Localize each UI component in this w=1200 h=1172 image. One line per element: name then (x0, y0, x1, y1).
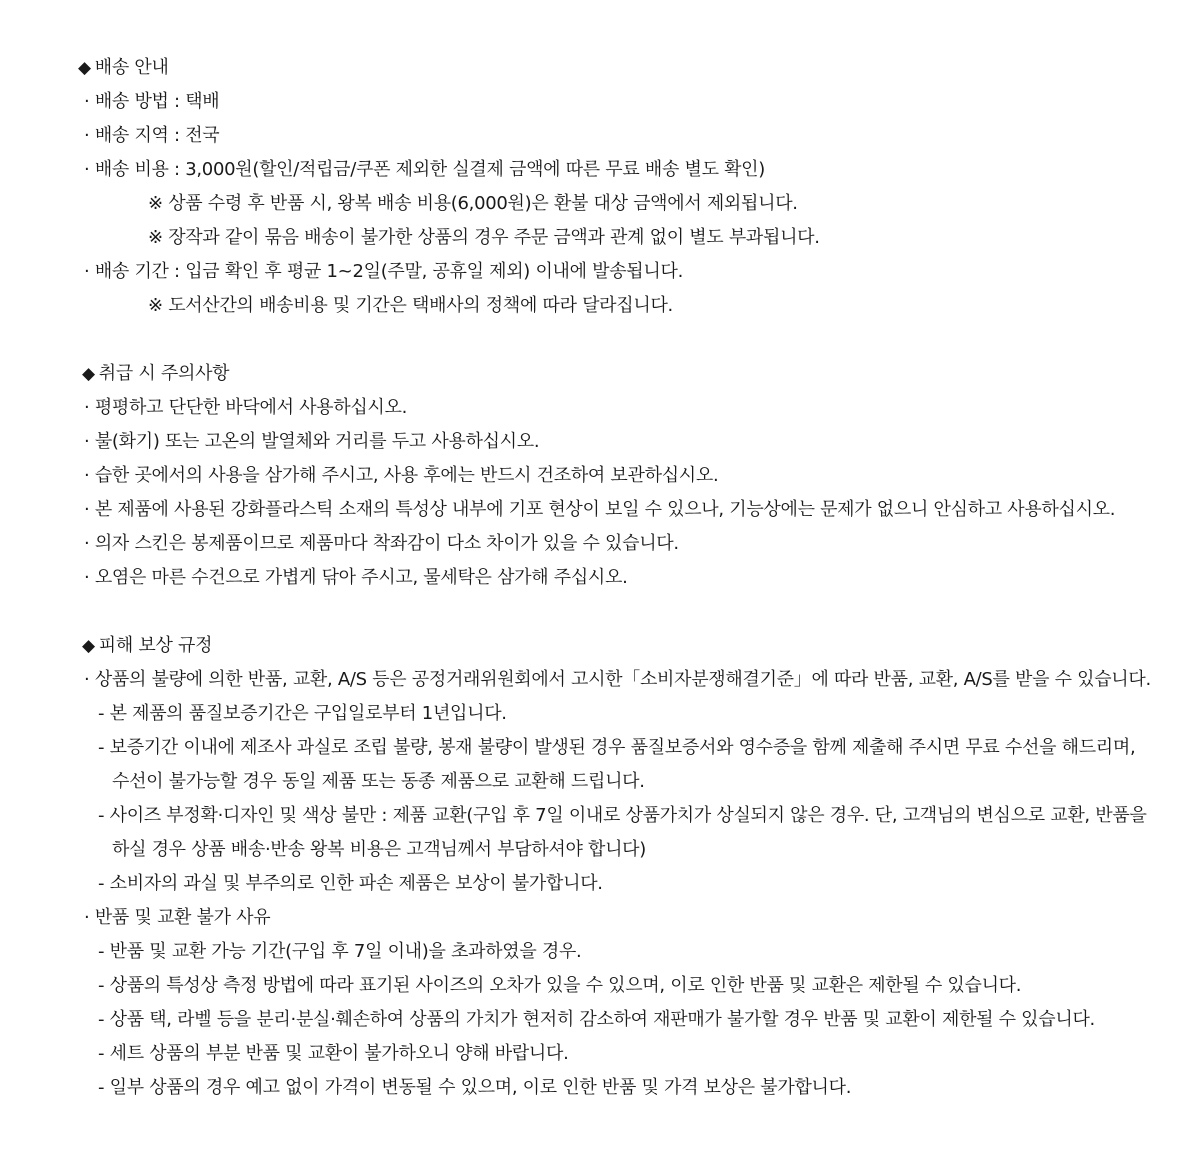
handling-item: · 습한 곳에서의 사용을 삼가해 주시고, 사용 후에는 반드시 건조하여 보관하십시오. (84, 465, 719, 486)
handling-item: · 불(화기) 또는 고온의 발열체와 거리를 두고 사용하십시오. (84, 431, 540, 452)
shipping-heading: ◆ 배송 안내 (78, 57, 169, 78)
shipping-region: · 배송 지역 : 전국 (84, 125, 220, 146)
shipping-period: · 배송 기간 : 입금 확인 후 평균 1~2일(주말, 공휴일 제외) 이내에 발송됩니다. (84, 261, 683, 282)
handling-item: · 오염은 마른 수건으로 가볍게 닦아 주시고, 물세탁은 삼가해 주십시오. (84, 567, 628, 588)
shipping-cost-note: ※ 장작과 같이 묶음 배송이 불가한 상품의 경우 주문 금액과 관계 없이 별도 부과됩니다. (148, 227, 820, 248)
compensation-sub-item: - 소비자의 과실 및 부주의로 인한 파손 제품은 보상이 불가합니다. (98, 873, 603, 894)
diamond-bullet-icon: ◆ (82, 636, 95, 656)
compensation-sub-item: - 사이즈 부정확·디자인 및 색상 불만 : 제품 교환(구입 후 7일 이내로 상품가치가 상실되지 않은 경우. 단, 고객님의 변심으로 교환, 반품을 (98, 805, 1147, 826)
refusal-title: · 반품 및 교환 불가 사유 (84, 907, 271, 928)
handling-heading: ◆ 취급 시 주의사항 (82, 363, 230, 384)
diamond-bullet-icon: ◆ (82, 364, 95, 384)
refusal-item: - 일부 상품의 경우 예고 없이 가격이 변동될 수 있으며, 이로 인한 반품 및 가격 보상은 불가합니다. (98, 1077, 852, 1098)
shipping-method: · 배송 방법 : 택배 (84, 91, 220, 112)
handling-item: · 본 제품에 사용된 강화플라스틱 소재의 특성상 내부에 기포 현상이 보일 수 있으나, 기능상에는 문제가 없으니 안심하고 사용하십시오. (84, 499, 1116, 520)
shipping-period-note: ※ 도서산간의 배송비용 및 기간은 택배사의 정책에 따라 달라집니다. (148, 295, 673, 316)
compensation-sub-item: - 본 제품의 품질보증기간은 구입일로부터 1년입니다. (98, 703, 507, 724)
handling-item: · 평평하고 단단한 바닥에서 사용하십시오. (84, 397, 408, 418)
refusal-item: - 세트 상품의 부분 반품 및 교환이 불가하오니 양해 바랍니다. (98, 1043, 569, 1064)
diamond-bullet-icon: ◆ (78, 58, 91, 78)
refusal-item: - 상품 택, 라벨 등을 분리·분실·훼손하여 상품의 가치가 현저히 감소하여 재판매가 불가할 경우 반품 및 교환이 제한될 수 있습니다. (98, 1009, 1095, 1030)
compensation-sub-item: - 보증기간 이내에 제조사 과실로 조립 불량, 봉재 불량이 발생된 경우 품질보증서와 영수증을 함께 제출해 주시면 무료 수선을 해드리며, (98, 737, 1136, 758)
compensation-heading: ◆ 피해 보상 규정 (82, 635, 213, 656)
compensation-sub-item-cont: 수선이 불가능할 경우 동일 제품 또는 동종 제품으로 교환해 드립니다. (112, 771, 645, 792)
shipping-cost: · 배송 비용 : 3,000원(할인/적립금/쿠폰 제외한 실결제 금액에 따른 무료 배송 별도 확인) (84, 159, 765, 180)
shipping-cost-note: ※ 상품 수령 후 반품 시, 왕복 배송 비용(6,000원)은 환불 대상 금액에서 제외됩니다. (148, 193, 798, 214)
refusal-item: - 상품의 특성상 측정 방법에 따라 표기된 사이즈의 오차가 있을 수 있으며, 이로 인한 반품 및 교환은 제한될 수 있습니다. (98, 975, 1022, 996)
compensation-intro: · 상품의 불량에 의한 반품, 교환, A/S 등은 공정거래위원회에서 고시한「소비자분쟁해결기준」에 따라 반품, 교환, A/S를 받을 수 있습니다. (84, 669, 1151, 690)
compensation-sub-item-cont: 하실 경우 상품 배송·반송 왕복 비용은 고객님께서 부담하셔야 합니다) (112, 839, 646, 860)
refusal-item: - 반품 및 교환 가능 기간(구입 후 7일 이내)을 초과하였을 경우. (98, 941, 582, 962)
handling-item: · 의자 스킨은 봉제품이므로 제품마다 착좌감이 다소 차이가 있을 수 있습니다. (84, 533, 679, 554)
